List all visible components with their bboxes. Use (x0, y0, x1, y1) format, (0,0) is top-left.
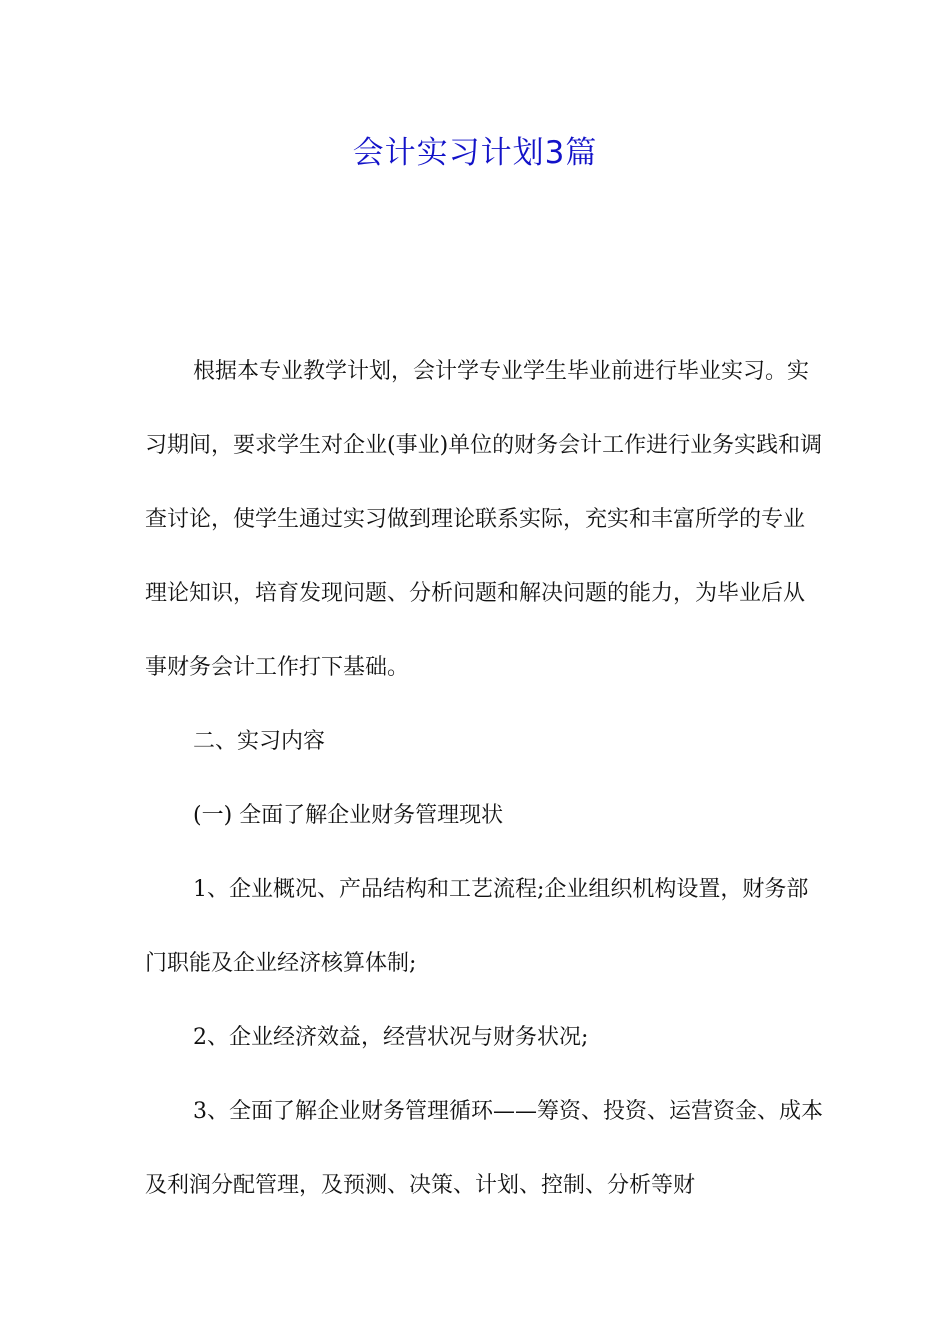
document-title: 会计实习计划3篇 (352, 135, 598, 171)
list-item-1: 1、企业概况、产品结构和工艺流程;企业组织机构设置，财务部门职能及企业经济核算体制; (145, 877, 809, 976)
list-item-3: 3、全面了解企业财务管理循环——筹资、投资、运营资金、成本及利润分配管理，及预测、决策、计划、控制、分析等财 (145, 1099, 823, 1198)
document-body (145, 335, 825, 1223)
paragraph-intro: 根据本专业教学计划，会计学专业学生毕业前进行毕业实习。实习期间，要求学生对企业(事业)单位的财务会计工作进行业务实践和调查讨论，使学生通过实习做到理论联系实际，充实和丰富所学的专业理论知识，培育发现问题、分析问题和解决问题的能力，为毕业后从事财务会计工作打下基础。 (145, 359, 823, 680)
list-item-2: 2、企业经济效益，经营状况与财务状况; (193, 1025, 589, 1050)
section-heading-content: 二、实习内容 (193, 729, 326, 754)
subsection-heading-1: (一) 全面了解企业财务管理现状 (193, 803, 504, 828)
